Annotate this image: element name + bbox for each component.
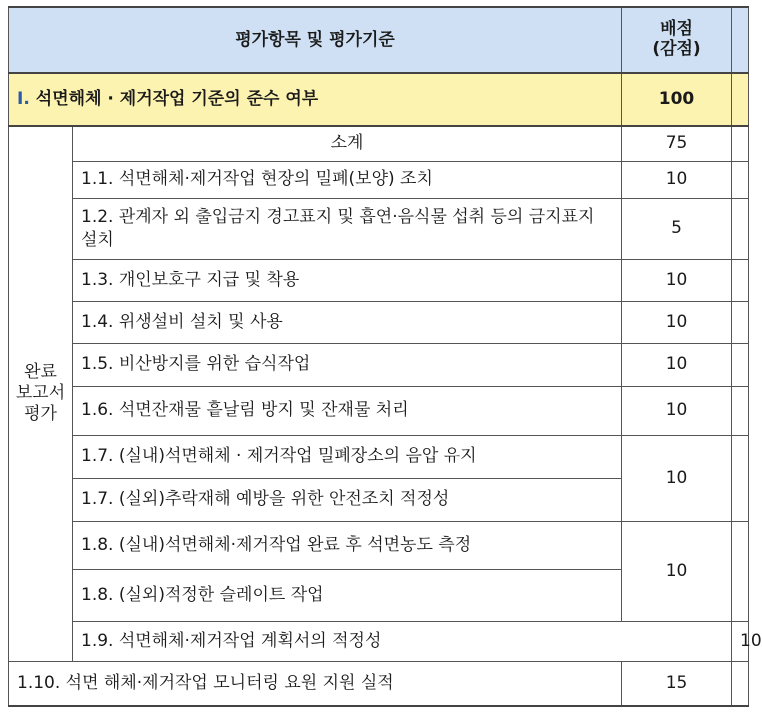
header-criteria: 평가항목 및 평가기준 — [9, 7, 622, 73]
header-score: 배점 (감점) — [622, 7, 732, 73]
item-score: 15 — [622, 661, 732, 706]
item-score: 10 — [622, 301, 732, 343]
item-label: 1.7. (실내)석면해체 · 제거작업 밀폐장소의 음압 유지 — [73, 435, 622, 478]
item-label: 1.6. 석면잔재물 흩날림 방지 및 잔재물 처리 — [73, 386, 622, 435]
item-score: 10 — [622, 386, 732, 435]
item-label: 1.4. 위생설비 설치 및 사용 — [73, 301, 622, 343]
section-title: 석면해체 · 제거작업 기준의 준수 여부 — [35, 89, 319, 110]
section-roman: Ⅰ. — [17, 89, 30, 110]
section-title-cell — [9, 73, 622, 126]
item-label: 1.5. 비산방지를 위한 습식작업 — [73, 343, 622, 386]
table-row — [9, 661, 749, 706]
table-row — [9, 435, 749, 478]
table-row — [9, 301, 749, 343]
header-row — [9, 7, 749, 73]
item-score: 10 — [622, 259, 732, 301]
table-row — [9, 343, 749, 386]
evaluation-table — [8, 6, 762, 707]
item-label: 1.1. 석면해체·제거작업 현장의 밀폐(보양) 조치 — [73, 161, 622, 198]
item-label: 1.2. 관계자 외 출입금지 경고표지 및 흡연·음식물 섭취 등의 금지표지 설치 — [73, 198, 622, 259]
table-row — [9, 259, 749, 301]
section-row — [9, 73, 749, 126]
item-score: 10 — [622, 343, 732, 386]
table-row — [9, 126, 749, 161]
item-label: 1.8. (실외)적정한 슬레이트 작업 — [73, 569, 622, 621]
item-score: 10 — [732, 621, 749, 661]
table-row — [9, 621, 749, 661]
group-label: 완료 보고서 평가 — [9, 126, 73, 661]
item-label: 1.9. 석면해체·제거작업 계획서의 적정성 — [73, 621, 732, 661]
section-score: 100 — [622, 73, 732, 126]
item-score: 10 — [622, 161, 732, 198]
subtotal-label: 소계 — [73, 126, 622, 161]
table-row — [9, 521, 749, 569]
item-label: 1.3. 개인보호구 지급 및 착용 — [73, 259, 622, 301]
item-score: 10 — [622, 435, 732, 521]
item-label: 1.7. (실외)추락재해 예방을 위한 안전조치 적정성 — [73, 478, 622, 521]
item-score: 10 — [622, 521, 732, 621]
item-label: 1.10. 석면 해체·제거작업 모니터링 요원 지원 실적 — [9, 661, 622, 706]
table-row — [9, 161, 749, 198]
subtotal-score: 75 — [622, 126, 732, 161]
table-row — [9, 386, 749, 435]
table-row — [9, 198, 749, 259]
item-label: 1.8. (실내)석면해체·제거작업 완료 후 석면농도 측정 — [73, 521, 622, 569]
item-score: 5 — [622, 198, 732, 259]
